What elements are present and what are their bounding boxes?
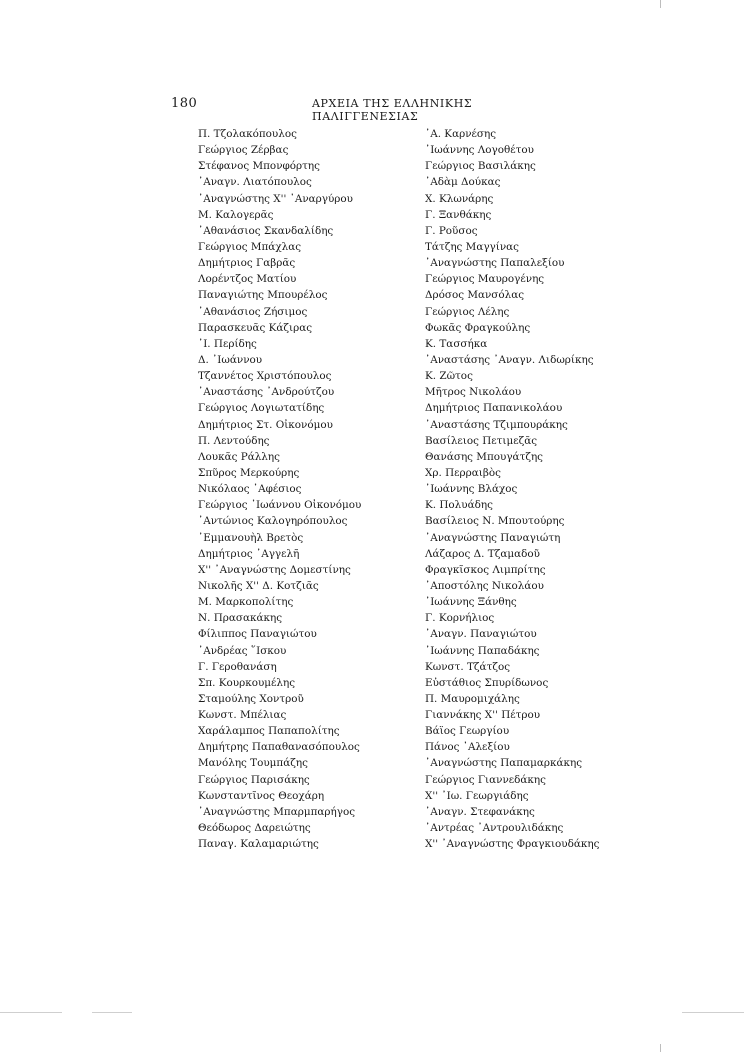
name-entry: ᾿Αναστάσης Τζιμπουράκης xyxy=(425,418,568,431)
name-entry: Λάζαρος Δ. Τζαμαδοῦ xyxy=(425,547,540,560)
name-entry: ᾿Αντώνιος Καλογηρόπουλος xyxy=(198,515,348,528)
name-entry: Γεώργιος Μπάχλας xyxy=(198,240,302,253)
name-entry: Κ. Ζῶτος xyxy=(425,370,473,383)
name-entry: Χ'' ᾿Ιω. Γεωργιάδης xyxy=(425,789,529,802)
names-column-right xyxy=(425,126,655,852)
name-entry: Γεώργιος ᾿Ιωάννου Οἰκονόμου xyxy=(198,499,362,512)
name-entry: Σπῦρος Μερκούρης xyxy=(198,466,300,479)
name-entry: Δημήτριος ᾿Αγγελῆ xyxy=(198,547,300,560)
name-entry: ᾿Αντρέας ᾿Αντρουλιδάκης xyxy=(425,822,564,835)
name-entry: Γιαννάκης Χ'' Πέτρου xyxy=(425,709,541,722)
scan-edge-mark xyxy=(92,1012,132,1013)
names-column-left xyxy=(198,126,413,852)
name-entry: Γεώργιος Ζέρβας xyxy=(198,144,289,157)
scan-edge-mark xyxy=(660,1044,661,1052)
name-entry: Πάνος ᾿Αλεξίου xyxy=(425,741,510,754)
name-entry: Κωνστ. Μπέλιας xyxy=(198,709,287,722)
name-entry: ᾿Αναγν. Παναγιώτου xyxy=(425,628,537,641)
name-entry: ᾿Αθανάσιος Σκανδαλίδης xyxy=(198,224,334,237)
name-entry: Γ. Ροῦσος xyxy=(425,224,478,237)
name-entry: Δημήτριος Παπανικολάου xyxy=(425,402,563,415)
name-entry: Γ. Γεροθανάση xyxy=(198,660,277,673)
name-entry: ᾿Ιωάννης Παπαδάκης xyxy=(425,644,540,657)
name-entry: Τζαννέτος Χριστόπουλος xyxy=(198,370,332,383)
scan-edge-mark xyxy=(660,0,661,8)
name-entry: ᾿Αναγνώστης Παπαλεξίου xyxy=(425,257,565,270)
name-entry: Μ. Καλογερᾶς xyxy=(198,208,274,221)
name-entry: Γ. Κορνήλιος xyxy=(425,612,495,625)
name-entry: Δημήτριος Στ. Οἰκονόμου xyxy=(198,418,333,431)
name-entry: ᾿Εμμανουὴλ Βρετὸς xyxy=(198,531,304,544)
name-entry: Κ. Πολυάδης xyxy=(425,499,493,512)
page-header xyxy=(171,96,571,123)
name-entry: Δρόσος Μανσόλας xyxy=(425,289,525,302)
name-entry: Θεόδωρος Δαρειώτης xyxy=(198,822,311,835)
name-entry: ᾿Αναγνώστης Χ'' ᾿Αναργύρου xyxy=(198,192,353,205)
name-entry: Δημήτριος Γαβρᾶς xyxy=(198,257,296,270)
name-entry: Παναγιώτης Μπουρέλος xyxy=(198,289,328,302)
name-entry: Χ'' ᾿Αναγνώστης Δομεστίνης xyxy=(198,563,351,576)
name-entry: ᾿Αδὰμ Δούκας xyxy=(425,176,501,189)
name-entry: Παναγ. Καλαμαριώτης xyxy=(198,838,319,851)
name-entry: Βασίλειος Πετιμεζᾶς xyxy=(425,434,538,447)
name-entry: Γεώργιος Λογιωτατίδης xyxy=(198,402,325,415)
scan-edge-mark xyxy=(0,1012,62,1013)
name-entry: Μῆτρος Νικολάου xyxy=(425,386,522,399)
name-entry: ᾿Αναγνώστης Παναγιώτη xyxy=(425,531,561,544)
name-entry: ᾿Ιωάννης Βλάχος xyxy=(425,483,518,496)
name-entry: Λορέντζος Ματίου xyxy=(198,273,297,286)
name-entry: Παρασκευᾶς Κάζιρας xyxy=(198,321,313,334)
name-entry: ᾿Ιωάννης Ξάνθης xyxy=(425,596,517,609)
name-entry: ᾿Αναγνώστης Παπαμαρκάκης xyxy=(425,757,583,770)
name-entry: ᾿Αναστάσης ᾿Αναγν. Λιδωρίκης xyxy=(425,353,594,366)
name-entry: Γεώργιος Βασιλάκης xyxy=(425,160,536,173)
name-entry: Κωνστ. Τζάτζος xyxy=(425,660,511,673)
name-entry: Κωνσταντῖνος Θεοχάρη xyxy=(198,789,325,802)
name-entry: Φίλιππος Παναγιώτου xyxy=(198,628,317,641)
name-entry: Κ. Τασσήκα xyxy=(425,337,488,350)
name-entry: Γεώργιος Παρισάκης xyxy=(198,773,310,786)
name-entry: Ν. Πρασακάκης xyxy=(198,612,283,625)
name-entry: ᾿Αποστόλης Νικολάου xyxy=(425,579,544,592)
name-entry: Σταμούλης Χοντροῦ xyxy=(198,692,304,705)
name-entry: Γεώργιος Λέλης xyxy=(425,305,510,318)
name-entry: Χρ. Περραιβὸς xyxy=(425,466,501,479)
name-entry: Π. Μαυρομιχάλης xyxy=(425,692,520,705)
name-entry: Χ'' ᾿Αναγνώστης Φραγκιουδάκης xyxy=(425,838,600,851)
name-entry: ᾿Ι. Περίδης xyxy=(198,337,257,350)
name-entry: Π. Τζολακόπουλος xyxy=(198,128,297,140)
name-entry: Εὐστάθιος Σπυρίδωνος xyxy=(425,676,549,689)
name-entry: Φωκᾶς Φραγκούλης xyxy=(425,321,531,334)
name-entry: Χ. Κλωνάρης xyxy=(425,192,494,205)
name-entry: Γεώργιος Γιαννεδάκης xyxy=(425,773,546,786)
name-entry: Νικόλαος ᾿Αφέσιος xyxy=(198,483,302,496)
scan-edge-mark xyxy=(682,1012,744,1013)
name-entry: Λουκᾶς Ράλλης xyxy=(198,450,280,463)
name-entry: ᾿Αναγν. Λιατόπουλος xyxy=(198,176,312,189)
name-entry: Θανάσης Μπουγάτζης xyxy=(425,450,544,463)
name-entry: ᾿Αναγνώστης Μπαρμπαρήγος xyxy=(198,805,356,818)
name-entry: Στέφανος Μπονφόρτης xyxy=(198,160,320,173)
name-entry: Δ. ᾿Ιωάννου xyxy=(198,353,263,366)
name-entry: Βασίλειος Ν. Μπουτούρης xyxy=(425,515,565,528)
name-entry: Γ. Ξανθάκης xyxy=(425,208,492,221)
name-entry: ᾿Αθανάσιος Ζήσιμος xyxy=(198,305,308,318)
name-entry: Νικολῆς Χ'' Δ. Κοτζιᾶς xyxy=(198,579,319,592)
name-entry: ᾿Ιωάννης Λογοθέτου xyxy=(425,144,534,157)
name-entry: ᾿Ανδρέας ῞Ισκου xyxy=(198,644,287,657)
name-entry: Μανόλης Τουμπάζης xyxy=(198,757,308,770)
name-entry: Μ. Μαρκοπολίτης xyxy=(198,596,294,609)
name-entry: Γεώργιος Μαυρογένης xyxy=(425,273,545,286)
name-entry: Δημήτρης Παπαθανασόπουλος xyxy=(198,741,360,754)
name-entry: ᾿Αναγν. Στεφανάκης xyxy=(425,805,535,818)
name-entry: Τάτζης Μαγγίνας xyxy=(425,240,519,253)
name-entry: Σπ. Κουρκουμέλης xyxy=(198,676,296,689)
name-entry: Φραγκῖσκος Λιμπρίτης xyxy=(425,563,546,576)
running-title: ΑΡΧΕΙΑ ΤΗΣ ΕΛΛΗΝΙΚΗΣ ΠΑΛΙΓΓΕΝΕΣΙΑΣ xyxy=(312,97,473,123)
page-number: 180 xyxy=(171,96,198,111)
name-entry: Βάϊος Γεωργίου xyxy=(425,725,510,738)
name-entry: ᾿Α. Καρνέσης xyxy=(425,128,497,140)
name-entry: Π. Λεντούδης xyxy=(198,434,270,447)
name-entry: Χαράλαμπος Παπαπολίτης xyxy=(198,725,340,738)
name-entry: ᾿Αναστάσης ᾿Ανδρούτζου xyxy=(198,386,335,399)
